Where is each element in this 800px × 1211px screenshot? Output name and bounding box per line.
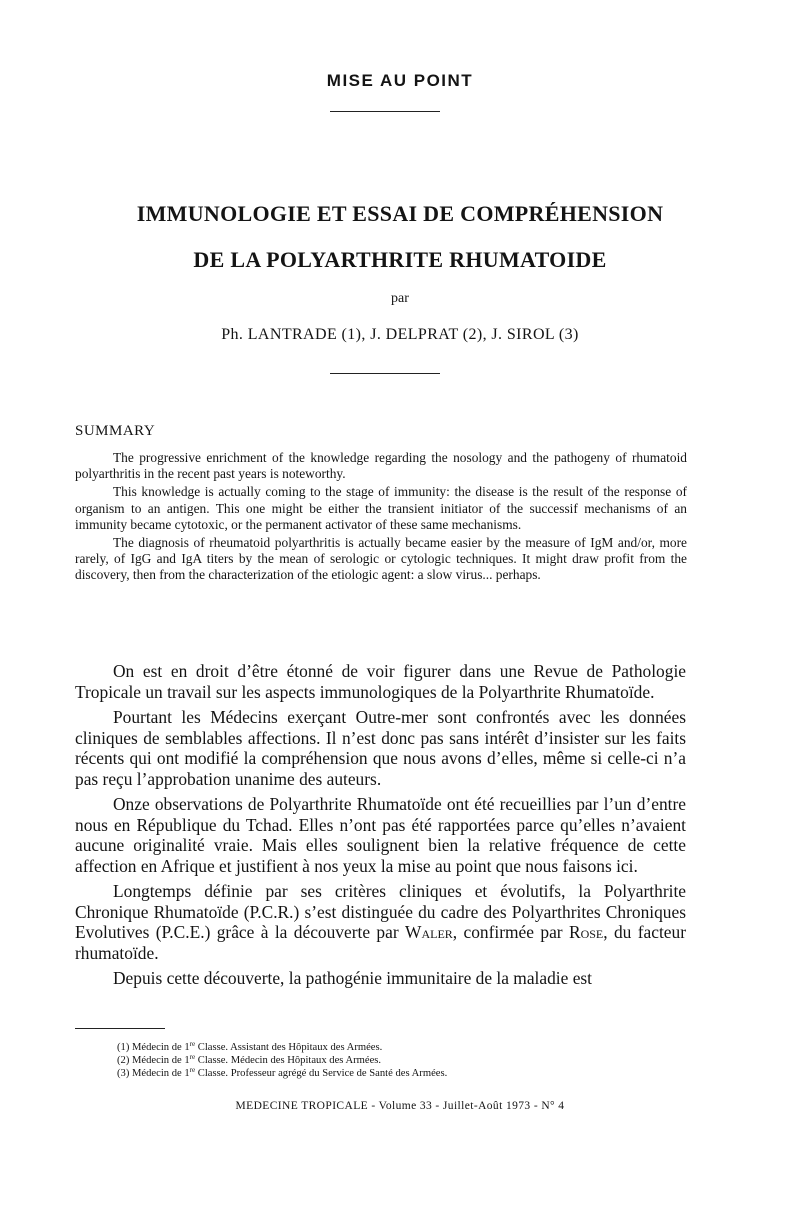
article-body <box>75 661 686 994</box>
footnote-number: (2) <box>117 1055 130 1066</box>
summary-paragraph: The progressive enrichment of the knowledge regarding the nosology and the pathogeny of rhumatoid polyarthritis in the recent past years is noteworthy. <box>75 450 687 482</box>
footnote-number: (1) <box>117 1042 130 1053</box>
section-label: MISE AU POINT <box>326 71 474 90</box>
summary-paragraph: The diagnosis of rheumatoid polyarthritis is actually became easier by the measure of IgM and/or, more rarely, of IgG and IgA titers by the mean of serologic or cytologic techniques. It might draw profit from the discovery, then from the characterization of the etiologic agent: a slow virus... perhaps. <box>75 535 687 583</box>
divider-rule <box>330 111 440 112</box>
journal-footer: MEDECINE TROPICALE - Volume 33 - Juillet-Août 1973 - N° 4 <box>235 1100 565 1112</box>
article-title-line-1: IMMUNOLOGIE ET ESSAI DE COMPRÉHENSION <box>136 201 664 226</box>
summary-heading: SUMMARY <box>75 423 156 439</box>
body-paragraph: On est en droit d’être étonné de voir figurer dans une Revue de Pathologie Tropicale un travail sur les aspects immunologiques de la Polyarthrite Rhumatoïde. <box>75 661 686 702</box>
body-paragraph: Onze observations de Polyarthrite Rhumatoïde ont été recueillies par l’un d’entre nous en République du Tchad. Elles n’ont pas été rapportées parce qu’elles n’avaient aucune originalité vraie. Mais elles soulignent bien la relative fréquence de cette affection en Afrique et justifient à nos yeux la mise au point que nous faisons ici. <box>75 794 686 876</box>
summary-paragraph: This knowledge is actually coming to the stage of immunity: the disease is the result of the response of organism to an antigen. This one might be either the transient initiator of the successif mechanisms of an immunity became cytotoxic, or the permanent activator of these same mechanisms. <box>75 484 687 532</box>
body-paragraph: Depuis cette découverte, la pathogénie immunitaire de la maladie est <box>113 968 593 988</box>
footnote <box>117 1041 677 1054</box>
footnote-text: Classe. Assistant des Hôpitaux des Armées. <box>195 1042 383 1053</box>
body-text: , du facteur rhumatoïde. <box>75 922 687 963</box>
summary-block <box>75 450 687 586</box>
footnote-superscript: re <box>189 1040 196 1048</box>
footnote-superscript: re <box>189 1053 196 1061</box>
body-text: Longtemps définie par ses critères cliniques et évolutifs, la Polyarthrite Chronique Rhumatoïde (P.C.R.) s’est distinguée du cadre des Polyarthrites Chroniques Evolutives (P.C.E.) grâce à la découverte par <box>75 881 686 942</box>
footnote <box>117 1054 677 1067</box>
byline-par: par <box>391 291 409 306</box>
divider-rule <box>330 373 440 374</box>
author-list: Ph. LANTRADE (1), J. DELPRAT (2), J. SIROL (3) <box>221 326 579 343</box>
footnote-rule <box>75 1028 165 1029</box>
footnote-text: Médecin de 1 <box>132 1068 190 1079</box>
footnote-text: Médecin de 1 <box>132 1042 190 1053</box>
footnote <box>117 1067 677 1080</box>
footnote-number: (3) <box>117 1068 130 1079</box>
cited-author: Rose <box>568 922 604 942</box>
footnote-superscript: re <box>189 1066 196 1074</box>
footnote-text: Classe. Médecin des Hôpitaux des Armées. <box>195 1055 382 1066</box>
body-text: , confirmée par <box>452 922 569 942</box>
body-paragraph <box>75 881 686 963</box>
footnote-text: Classe. Professeur agrégé du Service de Santé des Armées. <box>195 1068 448 1079</box>
cited-author: Waler <box>405 922 453 942</box>
footnotes <box>117 1041 677 1080</box>
footnote-text: Médecin de 1 <box>132 1055 190 1066</box>
article-title-line-2: DE LA POLYARTHRITE RHUMATOIDE <box>193 247 607 272</box>
body-paragraph: Pourtant les Médecins exerçant Outre-mer sont confrontés avec les données cliniques de semblables affections. Il n’est donc pas sans intérêt d’insister sur les faits récents qui ont modifié la compréhension que nous avons d’elles, même si celle-ci n’a pas reçu l’approbation unanime des auteurs. <box>75 707 686 789</box>
